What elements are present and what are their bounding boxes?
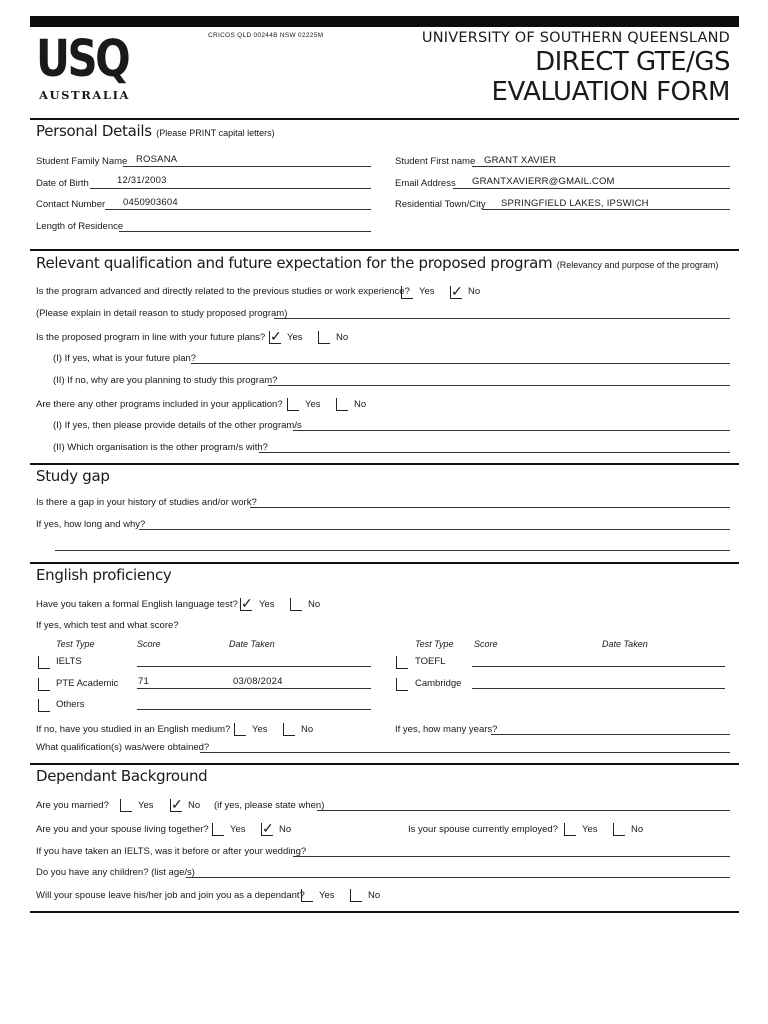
section-divider bbox=[30, 763, 739, 765]
col-test-type-right: Test Type bbox=[415, 639, 454, 649]
q-gap-why-field[interactable] bbox=[139, 529, 730, 530]
dob-value: 12/31/2003 bbox=[117, 175, 167, 186]
qualification-heading: Relevant qualification and future expectation for the proposed program (Relevancy and purpose of the program) bbox=[36, 254, 719, 272]
checkmark-icon: ✓ bbox=[262, 820, 274, 836]
usq-logo: USQ bbox=[36, 30, 129, 89]
email-field[interactable] bbox=[453, 188, 730, 189]
section-divider bbox=[30, 562, 739, 564]
town-label: Residential Town/City bbox=[395, 199, 486, 210]
no-label: No bbox=[631, 824, 644, 835]
q-ielts-wedding-label: If you have taken an IELTS, was it before or after your wedding? bbox=[36, 846, 307, 857]
yes-label: Yes bbox=[305, 399, 321, 410]
q-other-programs-no-checkbox[interactable] bbox=[336, 398, 348, 411]
section-divider bbox=[30, 249, 739, 251]
first-name-field[interactable] bbox=[472, 166, 730, 167]
q-living-together-yes-checkbox[interactable] bbox=[212, 823, 224, 836]
english-heading: English proficiency bbox=[36, 566, 172, 584]
q-children-field[interactable] bbox=[186, 877, 730, 878]
q-english-test-label: Have you taken a formal English language test? bbox=[36, 599, 238, 610]
yes-label: Yes bbox=[582, 824, 598, 835]
pte-score-field[interactable] bbox=[137, 688, 371, 689]
others-score-field[interactable] bbox=[137, 709, 371, 710]
cambridge-score-field[interactable] bbox=[472, 688, 725, 689]
ielts-score-field[interactable] bbox=[137, 666, 371, 667]
q-other-org-label: (II) Which organisation is the other program/s with? bbox=[53, 442, 268, 453]
q-program-advanced-label: Is the program advanced and directly related to the previous studies or work experience? bbox=[36, 286, 410, 297]
no-label: No bbox=[368, 890, 381, 901]
q-which-test-label: If yes, which test and what score? bbox=[36, 620, 179, 631]
q-other-details-label: (I) If yes, then please provide details of the other program/s bbox=[53, 420, 302, 431]
q-qualification-label: What qualification(s) was/were obtained? bbox=[36, 742, 210, 753]
q-future-plan-field[interactable] bbox=[191, 363, 730, 364]
q-why-study-field[interactable] bbox=[268, 385, 730, 386]
contact-value: 0450903604 bbox=[123, 197, 178, 208]
pte-checkbox[interactable] bbox=[38, 678, 50, 691]
q-gap-label: Is there a gap in your history of studies and/or work? bbox=[36, 497, 257, 508]
q-english-test-no-checkbox[interactable] bbox=[290, 598, 302, 611]
col-test-type: Test Type bbox=[56, 639, 95, 649]
q-future-plans-label: Is the proposed program in line with your future plans? bbox=[36, 332, 266, 343]
q-other-programs-label: Are there any other programs included in your application? bbox=[36, 399, 283, 410]
yes-label: Yes bbox=[252, 724, 268, 735]
personal-details-heading: Personal Details (Please PRINT capital letters) bbox=[36, 122, 275, 140]
yes-label: Yes bbox=[287, 332, 303, 343]
test-others-label: Others bbox=[56, 699, 85, 710]
q-explain-label: (Please explain in detail reason to study proposed program) bbox=[36, 308, 288, 319]
col-score: Score bbox=[137, 639, 161, 649]
q-married-label: Are you married? bbox=[36, 800, 109, 811]
q-future-plan-label: (I) If yes, what is your future plan? bbox=[53, 353, 197, 364]
others-checkbox[interactable] bbox=[38, 699, 50, 712]
form-title-line1: DIRECT GTE/GS bbox=[535, 47, 730, 77]
checkmark-icon: ✓ bbox=[270, 328, 282, 344]
first-name-label: Student First name bbox=[395, 156, 476, 167]
q-ielts-wedding-field[interactable] bbox=[293, 856, 730, 857]
q-spouse-employed-label: Is your spouse currently employed? bbox=[408, 824, 558, 835]
no-label: No bbox=[188, 800, 201, 811]
q-english-medium-yes-checkbox[interactable] bbox=[234, 723, 246, 736]
q-years-label: If yes, how many years? bbox=[395, 724, 498, 735]
q-spouse-leave-yes-checkbox[interactable] bbox=[301, 889, 313, 902]
q-other-programs-yes-checkbox[interactable] bbox=[287, 398, 299, 411]
q-children-label: Do you have any children? (list age/s) bbox=[36, 867, 195, 878]
q-spouse-leave-label: Will your spouse leave his/her job and join you as a dependant? bbox=[36, 890, 305, 901]
dob-field[interactable] bbox=[90, 188, 371, 189]
q-other-details-field[interactable] bbox=[293, 430, 730, 431]
q-explain-field[interactable] bbox=[274, 318, 730, 319]
toefl-score-field[interactable] bbox=[472, 666, 725, 667]
university-name: UNIVERSITY OF SOUTHERN QUEENSLAND bbox=[421, 30, 730, 46]
q-married-yes-checkbox[interactable] bbox=[120, 799, 132, 812]
q-english-medium-label: If no, have you studied in an English medium? bbox=[36, 724, 231, 735]
q-years-field[interactable] bbox=[491, 734, 730, 735]
q-spouse-employed-yes-checkbox[interactable] bbox=[564, 823, 576, 836]
yes-label: Yes bbox=[138, 800, 154, 811]
q-future-plans-no-checkbox[interactable] bbox=[318, 331, 330, 344]
family-name-field[interactable] bbox=[123, 166, 371, 167]
town-field[interactable] bbox=[482, 209, 730, 210]
q-married-when-label: (if yes, please state when) bbox=[214, 800, 325, 811]
no-label: No bbox=[336, 332, 349, 343]
dob-label: Date of Birth bbox=[36, 178, 89, 189]
q-other-org-field[interactable] bbox=[259, 452, 730, 453]
residence-label: Length of Residence bbox=[36, 221, 124, 232]
test-pte-label: PTE Academic bbox=[56, 678, 119, 689]
email-value: GRANTXAVIERR@GMAIL.COM bbox=[472, 176, 615, 187]
yes-label: Yes bbox=[419, 286, 435, 297]
q-gap-why-field-line2[interactable] bbox=[55, 550, 730, 551]
section-divider bbox=[30, 118, 739, 120]
first-name-value: GRANT XAVIER bbox=[484, 155, 557, 166]
form-title-line2: EVALUATION FORM bbox=[491, 77, 730, 107]
col-date-taken: Date Taken bbox=[229, 639, 275, 649]
toefl-checkbox[interactable] bbox=[396, 656, 408, 669]
cricos-code: CRICOS QLD 00244B NSW 02225M bbox=[208, 32, 324, 39]
no-label: No bbox=[279, 824, 292, 835]
town-value: SPRINGFIELD LAKES, IPSWICH bbox=[501, 198, 649, 209]
email-label: Email Address bbox=[395, 178, 456, 189]
no-label: No bbox=[301, 724, 314, 735]
q-gap-why-label: If yes, how long and why? bbox=[36, 519, 146, 530]
test-toefl-label: TOEFL bbox=[415, 656, 446, 667]
checkmark-icon: ✓ bbox=[451, 283, 463, 299]
dependant-heading: Dependant Background bbox=[36, 767, 208, 785]
contact-field[interactable] bbox=[105, 209, 371, 210]
family-name-value: ROSANA bbox=[136, 154, 178, 165]
q-living-together-label: Are you and your spouse living together? bbox=[36, 824, 209, 835]
contact-label: Contact Number bbox=[36, 199, 106, 210]
col-score-right: Score bbox=[474, 639, 498, 649]
q-gap-field[interactable] bbox=[250, 507, 730, 508]
test-ielts-label: IELTS bbox=[56, 656, 82, 667]
q-program-advanced-yes-checkbox[interactable] bbox=[401, 286, 413, 299]
q-married-when-field[interactable] bbox=[317, 810, 730, 811]
q-spouse-leave-no-checkbox[interactable] bbox=[350, 889, 362, 902]
residence-field[interactable] bbox=[119, 231, 371, 232]
checkmark-icon: ✓ bbox=[171, 796, 183, 812]
ielts-checkbox[interactable] bbox=[38, 656, 50, 669]
checkmark-icon: ✓ bbox=[241, 595, 253, 611]
yes-label: Yes bbox=[319, 890, 335, 901]
test-cambridge-label: Cambridge bbox=[415, 678, 462, 689]
study-gap-heading: Study gap bbox=[36, 467, 110, 485]
q-spouse-employed-no-checkbox[interactable] bbox=[613, 823, 625, 836]
cambridge-checkbox[interactable] bbox=[396, 678, 408, 691]
family-name-label: Student Family Name bbox=[36, 156, 128, 167]
no-label: No bbox=[468, 286, 481, 297]
no-label: No bbox=[354, 399, 367, 410]
col-date-taken-right: Date Taken bbox=[602, 639, 648, 649]
q-english-medium-no-checkbox[interactable] bbox=[283, 723, 295, 736]
q-why-study-label: (II) If no, why are you planning to study this program? bbox=[53, 375, 278, 386]
section-divider bbox=[30, 463, 739, 465]
q-qualification-field[interactable] bbox=[200, 752, 730, 753]
yes-label: Yes bbox=[230, 824, 246, 835]
pte-date-value: 03/08/2024 bbox=[233, 676, 283, 687]
pte-score-value: 71 bbox=[138, 676, 149, 687]
logo-subtitle: AUSTRALIA bbox=[39, 88, 131, 102]
section-divider bbox=[30, 911, 739, 913]
yes-label: Yes bbox=[259, 599, 275, 610]
top-bar bbox=[30, 16, 739, 27]
no-label: No bbox=[308, 599, 321, 610]
